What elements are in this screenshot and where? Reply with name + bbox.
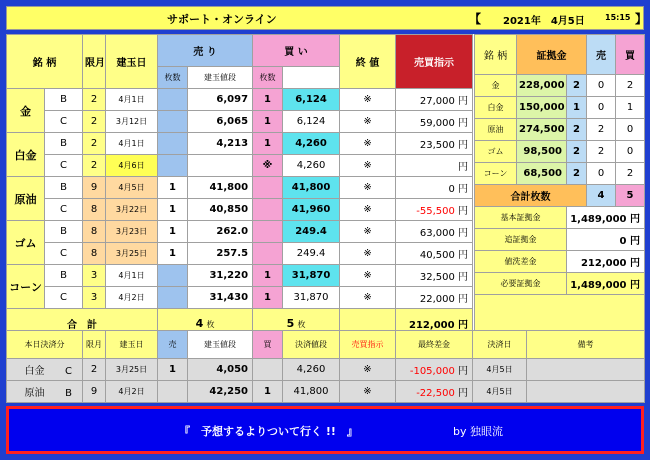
row-signal: ※ bbox=[340, 199, 396, 221]
row-type: C bbox=[45, 287, 83, 309]
commodity-name: コーン bbox=[7, 265, 45, 309]
side-count: 1 bbox=[567, 97, 587, 119]
row-type: B bbox=[45, 265, 83, 287]
summary-label: 追証拠金 bbox=[475, 229, 567, 251]
settled-header-date: 建玉日 bbox=[106, 331, 158, 359]
side-sell: 0 bbox=[587, 163, 616, 185]
row-diff bbox=[396, 221, 473, 243]
summary-value-text: 1,489,000 bbox=[570, 280, 627, 291]
row-diff-value: 59,000 bbox=[419, 118, 455, 129]
table-row[interactable] bbox=[7, 177, 473, 199]
settled-gen: 2 bbox=[83, 359, 106, 381]
settled-type: C bbox=[65, 366, 72, 377]
row-diff-value: -55,500 bbox=[416, 206, 455, 217]
side-margin: 228,000 bbox=[517, 75, 567, 97]
row-date: 4月5日 bbox=[106, 177, 158, 199]
row-close: 31,870 bbox=[283, 265, 340, 287]
row-sell-count: 1 bbox=[158, 221, 188, 243]
side-margin: 274,500 bbox=[517, 119, 567, 141]
side-filler bbox=[475, 295, 645, 335]
side-total-sell: 4 bbox=[587, 185, 616, 207]
header-gen: 限月 bbox=[83, 35, 106, 89]
settled-date: 4月2日 bbox=[106, 381, 158, 403]
table-row[interactable] bbox=[7, 243, 473, 265]
side-header-name: 銘 柄 bbox=[475, 35, 517, 75]
settled-entry: 42,250 bbox=[188, 381, 253, 403]
settled-header-gen: 限月 bbox=[83, 331, 106, 359]
row-sell-count: 1 bbox=[158, 177, 188, 199]
settled-sdate: 4月5日 bbox=[473, 381, 527, 403]
summary-value bbox=[567, 229, 645, 251]
row-date: 4月1日 bbox=[106, 265, 158, 287]
row-entry: 4,213 bbox=[188, 133, 253, 155]
margin-row[interactable] bbox=[475, 97, 645, 119]
row-diff bbox=[396, 133, 473, 155]
table-row[interactable] bbox=[7, 133, 473, 155]
header-buy: 買 い bbox=[253, 35, 340, 67]
app-title: サポート・オンライン bbox=[167, 13, 277, 26]
row-buy-count bbox=[253, 243, 283, 265]
settled-header-signal: 売買指示 bbox=[340, 331, 396, 359]
settled-name-text: 白金 bbox=[24, 366, 45, 377]
yen-unit: 円 bbox=[458, 228, 469, 239]
row-gen: 3 bbox=[83, 265, 106, 287]
row-date: 3月23日 bbox=[106, 221, 158, 243]
settled-name-text: 原油 bbox=[24, 388, 45, 399]
row-gen: 2 bbox=[83, 89, 106, 111]
row-sell-count: 1 bbox=[158, 199, 188, 221]
side-header-margin: 証拠金 bbox=[517, 35, 587, 75]
row-diff-value: 22,000 bbox=[419, 294, 455, 305]
side-count: 2 bbox=[567, 75, 587, 97]
settled-diff bbox=[396, 381, 473, 403]
side-total-buy: 5 bbox=[616, 185, 645, 207]
row-signal: ※ bbox=[340, 243, 396, 265]
row-date: 3月22日 bbox=[106, 199, 158, 221]
row-diff bbox=[396, 89, 473, 111]
settled-row[interactable] bbox=[7, 359, 645, 381]
side-buy: 0 bbox=[616, 119, 645, 141]
side-sell: 2 bbox=[587, 141, 616, 163]
yen-unit: 円 bbox=[630, 214, 640, 225]
row-diff-value: 27,000 bbox=[419, 96, 455, 107]
title-bar bbox=[6, 6, 648, 30]
total-sell-unit: 枚 bbox=[206, 320, 215, 329]
yen-unit: 円 bbox=[458, 366, 468, 377]
yen-unit: 円 bbox=[630, 258, 640, 269]
settled-sell: 1 bbox=[158, 359, 188, 381]
row-gen: 8 bbox=[83, 221, 106, 243]
header-name: 銘 柄 bbox=[7, 35, 83, 89]
side-buy: 1 bbox=[616, 97, 645, 119]
row-date: 4月1日 bbox=[106, 133, 158, 155]
settled-header-diff: 最終差金 bbox=[396, 331, 473, 359]
side-sell: 2 bbox=[587, 119, 616, 141]
content-area bbox=[6, 34, 644, 402]
row-sell-count bbox=[158, 89, 188, 111]
row-diff bbox=[396, 287, 473, 309]
summary-label: 基本証拠金 bbox=[475, 207, 567, 229]
row-entry bbox=[188, 155, 253, 177]
row-sell-count bbox=[158, 133, 188, 155]
row-sell-count bbox=[158, 111, 188, 133]
row-signal: ※ bbox=[340, 155, 396, 177]
row-sell-count bbox=[158, 287, 188, 309]
row-diff bbox=[396, 265, 473, 287]
banner-author: by 独眼流 bbox=[453, 425, 503, 438]
slogan-banner bbox=[6, 406, 644, 454]
header-date: 建玉日 bbox=[106, 35, 158, 89]
settled-close: 4,260 bbox=[283, 359, 340, 381]
side-name: 白金 bbox=[475, 97, 517, 119]
row-type: C bbox=[45, 199, 83, 221]
table-row[interactable] bbox=[7, 287, 473, 309]
settled-buy bbox=[253, 359, 283, 381]
row-close: 4,260 bbox=[283, 133, 340, 155]
row-signal: ※ bbox=[340, 177, 396, 199]
summary-value-text: 212,000 bbox=[580, 258, 627, 269]
row-buy-count bbox=[253, 177, 283, 199]
side-header-buy: 買 bbox=[616, 35, 645, 75]
header-entry: 建玉値段 bbox=[188, 67, 253, 89]
settled-diff bbox=[396, 359, 473, 381]
row-close: 31,870 bbox=[283, 287, 340, 309]
row-diff bbox=[396, 111, 473, 133]
commodity-name: 原油 bbox=[7, 177, 45, 221]
signal-header-button[interactable]: 売買指示 bbox=[396, 35, 473, 89]
summary-value bbox=[567, 273, 645, 295]
settled-name bbox=[7, 359, 83, 381]
positions-table bbox=[6, 34, 473, 339]
yen-unit: 円 bbox=[458, 294, 469, 305]
settled-sdate: 4月5日 bbox=[473, 359, 527, 381]
row-date: 4月1日 bbox=[106, 89, 158, 111]
row-type: C bbox=[45, 243, 83, 265]
row-type: B bbox=[45, 133, 83, 155]
row-close: 249.4 bbox=[283, 243, 340, 265]
header-sell: 売 り bbox=[158, 35, 253, 67]
row-gen: 8 bbox=[83, 199, 106, 221]
side-count: 2 bbox=[567, 119, 587, 141]
row-diff bbox=[396, 155, 473, 177]
commodity-name: 金 bbox=[7, 89, 45, 133]
summary-value-text: 1,489,000 bbox=[570, 214, 627, 225]
settled-row[interactable] bbox=[7, 381, 645, 403]
row-type: C bbox=[45, 111, 83, 133]
row-gen: 8 bbox=[83, 243, 106, 265]
row-close: 6,124 bbox=[283, 111, 340, 133]
row-buy-count bbox=[253, 199, 283, 221]
yen-unit: 円 bbox=[458, 388, 468, 399]
summary-value bbox=[567, 207, 645, 229]
bracket-left: 【 bbox=[469, 12, 482, 26]
row-date: 4月2日 bbox=[106, 287, 158, 309]
side-name: 原油 bbox=[475, 119, 517, 141]
row-buy-count: ※ bbox=[253, 155, 283, 177]
side-margin: 98,500 bbox=[517, 141, 567, 163]
row-entry: 40,850 bbox=[188, 199, 253, 221]
row-type: B bbox=[45, 177, 83, 199]
row-signal: ※ bbox=[340, 265, 396, 287]
row-entry: 6,097 bbox=[188, 89, 253, 111]
settled-signal: ※ bbox=[340, 359, 396, 381]
row-sell-count bbox=[158, 265, 188, 287]
side-total-label: 合計枚数 bbox=[475, 185, 587, 207]
side-count: 2 bbox=[567, 163, 587, 185]
side-name: 金 bbox=[475, 75, 517, 97]
settled-signal: ※ bbox=[340, 381, 396, 403]
settled-header-buy: 買 bbox=[253, 331, 283, 359]
side-margin: 68,500 bbox=[517, 163, 567, 185]
header-buy-count: 枚数 bbox=[253, 67, 283, 89]
margin-table bbox=[474, 34, 645, 335]
total-buy-value: 5 bbox=[286, 317, 295, 330]
settled-table bbox=[6, 330, 645, 403]
side-sell: 0 bbox=[587, 97, 616, 119]
current-date: 2021年 4月5日 bbox=[503, 16, 585, 27]
row-diff-value: 32,500 bbox=[419, 272, 455, 283]
summary-value bbox=[567, 251, 645, 273]
row-buy-count: 1 bbox=[253, 133, 283, 155]
row-signal: ※ bbox=[340, 111, 396, 133]
row-close: 4,260 bbox=[283, 155, 340, 177]
row-gen: 2 bbox=[83, 155, 106, 177]
header-sell-count: 枚数 bbox=[158, 67, 188, 89]
table-row[interactable] bbox=[7, 199, 473, 221]
settled-buy: 1 bbox=[253, 381, 283, 403]
row-sell-count: 1 bbox=[158, 243, 188, 265]
side-buy: 2 bbox=[616, 75, 645, 97]
side-name: ゴム bbox=[475, 141, 517, 163]
summary-label: 必要証拠金 bbox=[475, 273, 567, 295]
row-entry: 31,220 bbox=[188, 265, 253, 287]
row-close: 249.4 bbox=[283, 221, 340, 243]
row-diff bbox=[396, 243, 473, 265]
margin-row[interactable] bbox=[475, 163, 645, 185]
yen-unit: 円 bbox=[458, 320, 469, 331]
settled-diff-value: -22,500 bbox=[416, 388, 455, 399]
yen-unit: 円 bbox=[458, 140, 469, 151]
side-header-sell: 売 bbox=[587, 35, 616, 75]
row-type: B bbox=[45, 221, 83, 243]
row-entry: 31,430 bbox=[188, 287, 253, 309]
row-gen: 2 bbox=[83, 133, 106, 155]
side-name: コーン bbox=[475, 163, 517, 185]
settled-date: 3月25日 bbox=[106, 359, 158, 381]
row-diff-value: 23,500 bbox=[419, 140, 455, 151]
settled-header-note: 備考 bbox=[527, 331, 645, 359]
header-close: 終 値 bbox=[340, 35, 396, 89]
row-close: 41,800 bbox=[283, 177, 340, 199]
yen-unit: 円 bbox=[458, 206, 469, 217]
total-sell-value: 4 bbox=[195, 317, 204, 330]
row-gen: 3 bbox=[83, 287, 106, 309]
settled-note bbox=[527, 359, 645, 381]
commodity-name: 白金 bbox=[7, 133, 45, 177]
yen-unit: 円 bbox=[458, 118, 469, 129]
row-signal: ※ bbox=[340, 133, 396, 155]
settled-header-label: 本日決済分 bbox=[7, 331, 83, 359]
row-diff bbox=[396, 199, 473, 221]
yen-unit: 円 bbox=[458, 162, 469, 173]
yen-unit: 円 bbox=[458, 250, 469, 261]
row-signal: ※ bbox=[340, 287, 396, 309]
row-type: B bbox=[45, 89, 83, 111]
row-diff-value: 63,000 bbox=[419, 228, 455, 239]
margin-row[interactable] bbox=[475, 141, 645, 163]
settled-header-entry: 建玉値段 bbox=[188, 331, 253, 359]
margin-row[interactable] bbox=[475, 119, 645, 141]
row-buy-count: 1 bbox=[253, 265, 283, 287]
yen-unit: 円 bbox=[630, 236, 640, 247]
side-count: 2 bbox=[567, 141, 587, 163]
settled-header-sdate: 決済日 bbox=[473, 331, 527, 359]
bracket-right: 】 bbox=[635, 12, 648, 26]
settled-diff-value: -105,000 bbox=[409, 366, 455, 377]
settled-note bbox=[527, 381, 645, 403]
row-date: 3月12日 bbox=[106, 111, 158, 133]
row-diff-value: 40,500 bbox=[419, 250, 455, 261]
summary-value-text: 0 bbox=[619, 236, 627, 247]
row-diff bbox=[396, 177, 473, 199]
row-signal: ※ bbox=[340, 221, 396, 243]
yen-unit: 円 bbox=[458, 272, 469, 283]
table-row[interactable] bbox=[7, 89, 473, 111]
row-entry: 257.5 bbox=[188, 243, 253, 265]
row-diff-value: 0 bbox=[448, 184, 455, 195]
side-buy: 2 bbox=[616, 163, 645, 185]
row-close: 41,960 bbox=[283, 199, 340, 221]
current-time: 15:15 bbox=[605, 13, 631, 22]
row-entry: 41,800 bbox=[188, 177, 253, 199]
row-sell-count bbox=[158, 155, 188, 177]
total-label: 合 計 bbox=[7, 309, 158, 339]
row-date: 4月6日 bbox=[106, 155, 158, 177]
side-buy: 0 bbox=[616, 141, 645, 163]
row-buy-count: 1 bbox=[253, 89, 283, 111]
side-sell: 0 bbox=[587, 75, 616, 97]
settled-header-close: 決済値段 bbox=[283, 331, 340, 359]
table-row[interactable] bbox=[7, 155, 473, 177]
row-entry: 6,065 bbox=[188, 111, 253, 133]
margin-row[interactable] bbox=[475, 75, 645, 97]
settled-close: 41,800 bbox=[283, 381, 340, 403]
banner-message: 『 予想するよりついて行く !! 』 bbox=[179, 425, 358, 438]
settled-entry: 4,050 bbox=[188, 359, 253, 381]
row-date: 3月25日 bbox=[106, 243, 158, 265]
summary-label: 値洗差金 bbox=[475, 251, 567, 273]
settled-header-sell: 売 bbox=[158, 331, 188, 359]
row-buy-count: 1 bbox=[253, 111, 283, 133]
row-buy-count: 1 bbox=[253, 287, 283, 309]
commodity-name: ゴム bbox=[7, 221, 45, 265]
row-gen: 9 bbox=[83, 177, 106, 199]
settled-type: B bbox=[65, 388, 72, 399]
table-row[interactable] bbox=[7, 221, 473, 243]
settled-gen: 9 bbox=[83, 381, 106, 403]
table-row[interactable] bbox=[7, 265, 473, 287]
table-row[interactable] bbox=[7, 111, 473, 133]
row-type: C bbox=[45, 155, 83, 177]
settled-name bbox=[7, 381, 83, 403]
row-gen: 2 bbox=[83, 111, 106, 133]
row-signal: ※ bbox=[340, 89, 396, 111]
settled-sell bbox=[158, 381, 188, 403]
total-diff-value: 212,000 bbox=[409, 320, 455, 331]
yen-unit: 円 bbox=[458, 96, 469, 107]
yen-unit: 円 bbox=[458, 184, 469, 195]
yen-unit: 円 bbox=[630, 280, 640, 291]
row-entry: 262.0 bbox=[188, 221, 253, 243]
row-close: 6,124 bbox=[283, 89, 340, 111]
row-buy-count bbox=[253, 221, 283, 243]
total-buy-unit: 枚 bbox=[297, 320, 306, 329]
side-margin: 150,000 bbox=[517, 97, 567, 119]
